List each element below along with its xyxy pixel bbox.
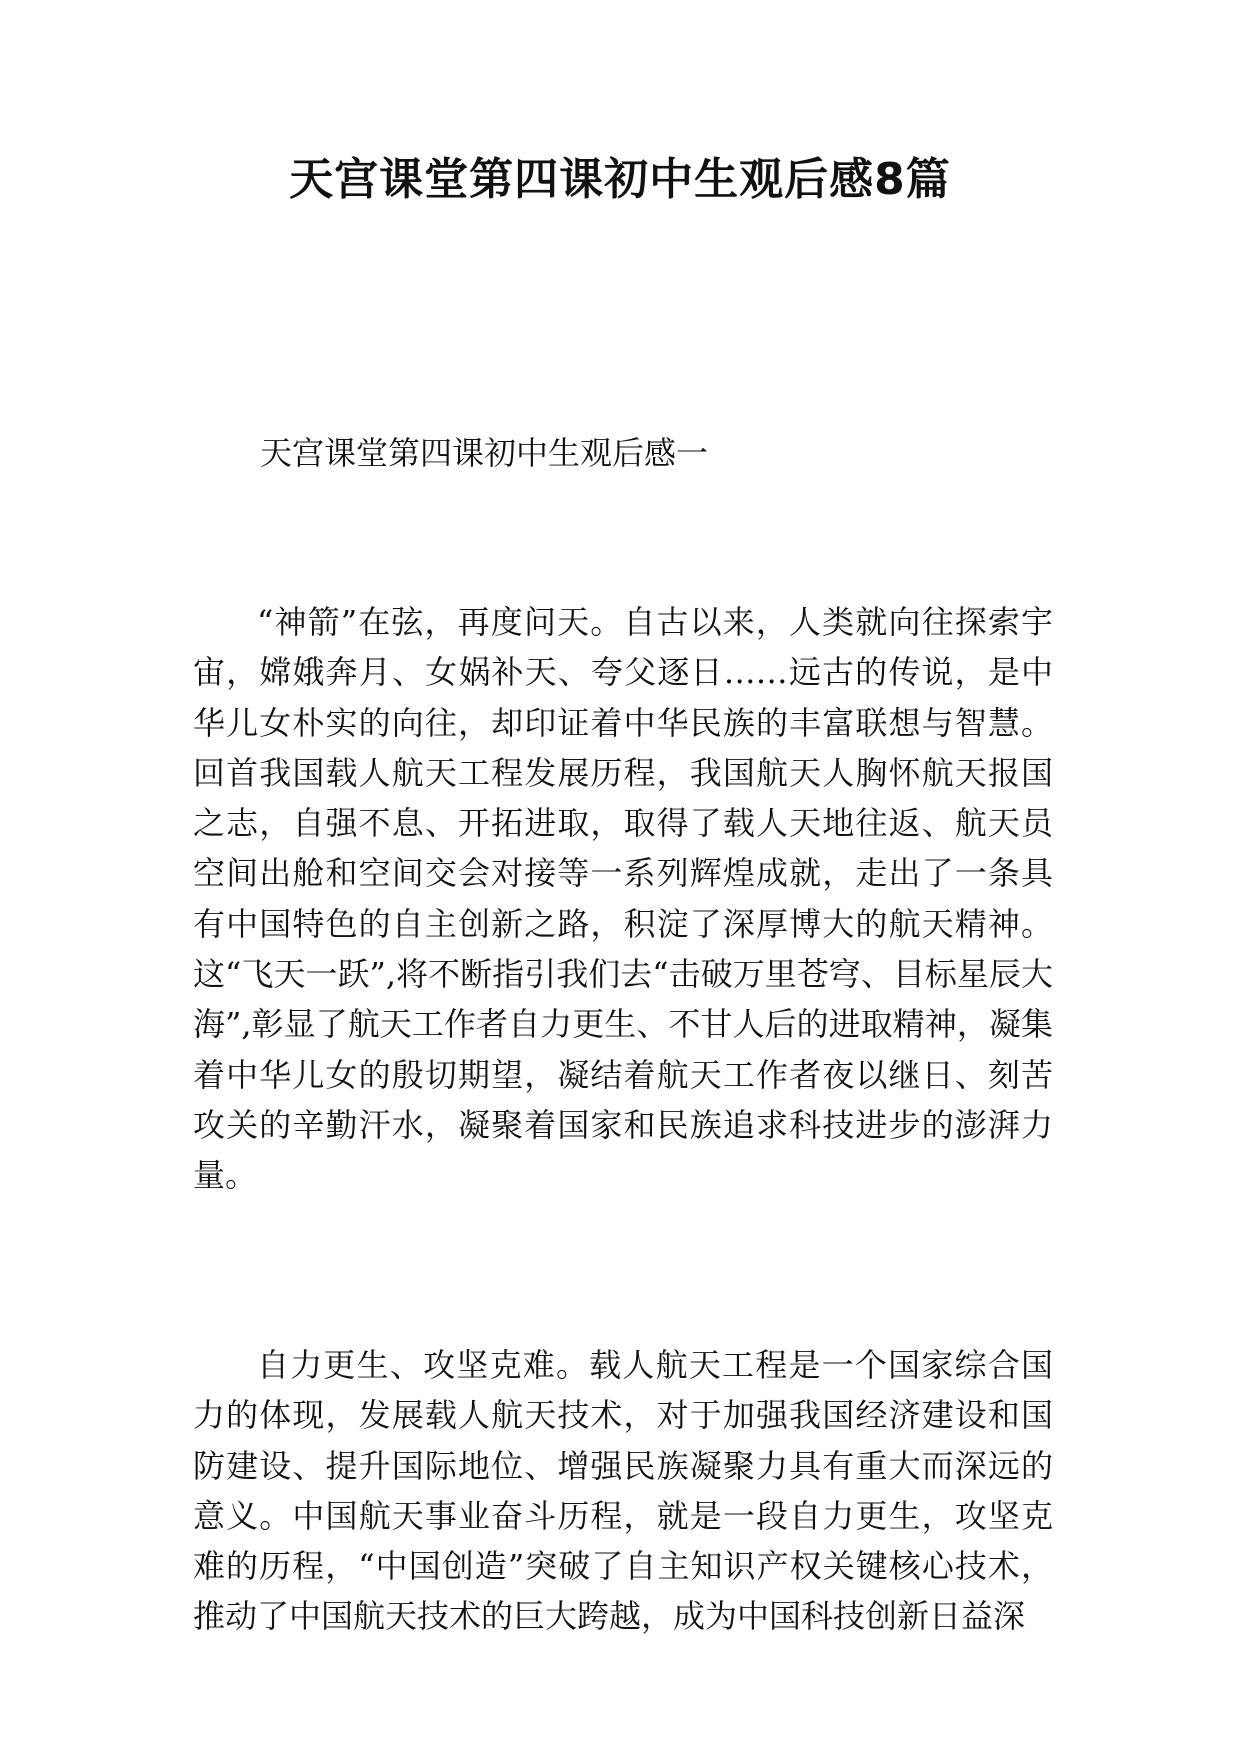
section-heading: 天宫课堂第四课初中生观后感一 [260,434,709,472]
paragraph-1: “神箭”在弦，再度问天。自古以来，人类就向往探索宇宙，嫦娥奔月、女娲补天、夸父逐日……远古的传说，是中华儿女朴实的向往，却印证着中华民族的丰富联想与智慧。回首我国载人航天工程发展历程，我国航天人胸怀航天报国之志，自强不息、开拓进取，取得了载人天地往返、航天员空间出舱和空间交会对接等一系列辉煌成就，走出了一条具有中国特色的自主创新之路，积淀了深厚博大的航天精神。这“飞天一跃”,将不断指引我们去“击破万里苍穹、目标星辰大海”,彰显了航天工作者自力更生、不甘人后的进取精神，凝集着中华儿女的殷切期望，凝结着航天工作者夜以继日、刻苦攻关的辛勤汗水，凝聚着国家和民族追求科技进步的澎湃力量。 [193,603,1053,1195]
paragraph-2: 自力更生、攻坚克难。载人航天工程是一个国家综合国力的体现，发展载人航天技术，对于加强我国经济建设和国防建设、提升国际地位、增强民族凝聚力具有重大而深远的意义。中国航天事业奋斗历程，就是一段自力更生，攻坚克难的历程，“中国创造”突破了自主知识产权关键核心技术，推动了中国航天技术的巨大跨越，成为中国科技创新日益深 [193,1346,1053,1636]
document-title: 天宫课堂第四课初中生观后感8篇 [289,154,951,205]
